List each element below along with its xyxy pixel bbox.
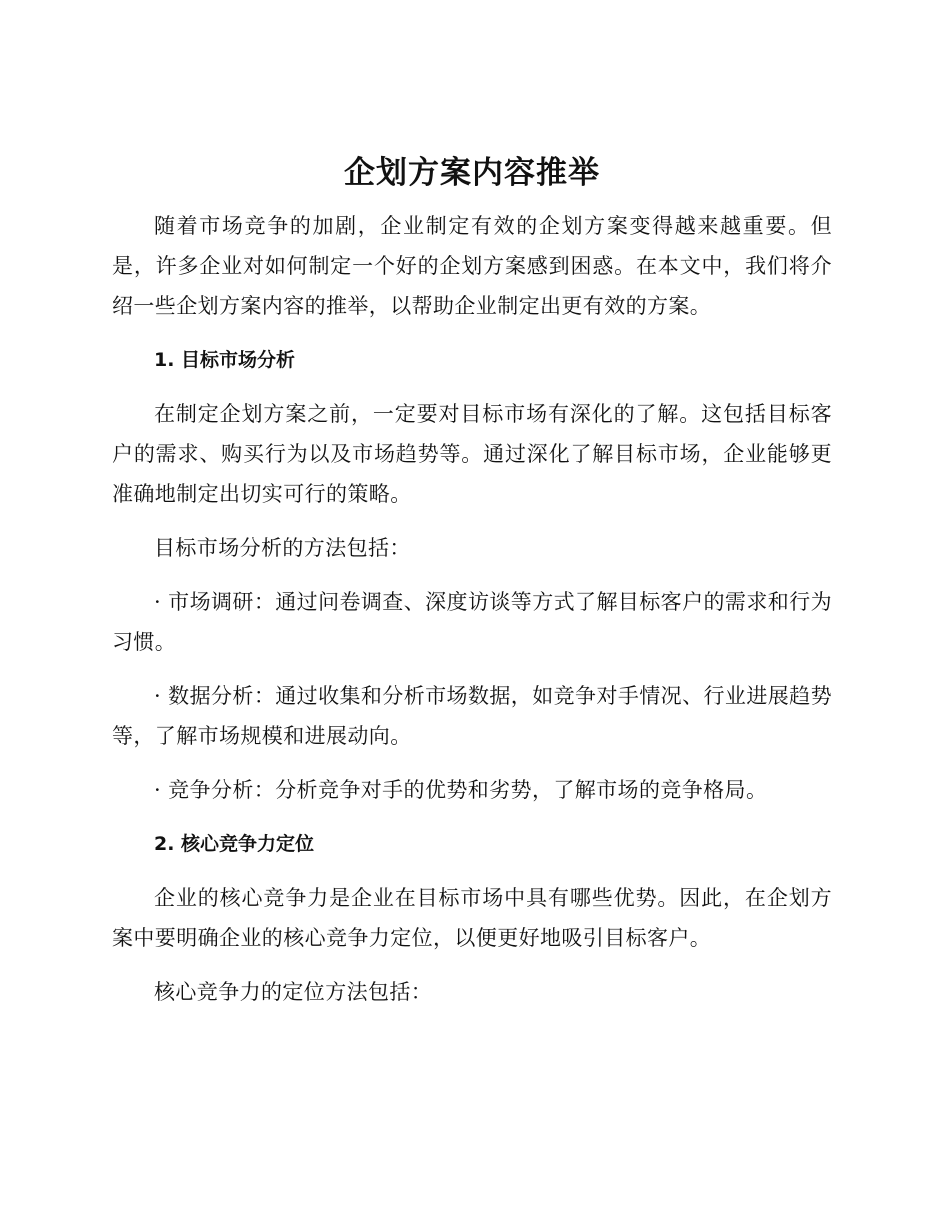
section-paragraph: 目标市场分析的方法包括：: [154, 536, 411, 560]
document-title: 企划方案内容推举: [344, 155, 600, 191]
bullet-item-competition-analysis: · 竞争分析：分析竞争对手的优势和劣势，了解市场的竞争格局。: [154, 778, 768, 802]
section-paragraph: 核心竞争力的定位方法包括：: [154, 980, 433, 1004]
intro-paragraph: 随着市场竞争的加剧，企业制定有效的企划方案变得越来越重要。但是，许多企业对如何制定一个好的企划方案感到困惑。在本文中，我们将介绍一些企划方案内容的推举，以帮助企业制定出更有效的方案。: [112, 214, 832, 318]
bullet-item-data-analysis: · 数据分析：通过收集和分析市场数据，如竞争对手情况、行业进展趋势等，了解市场规模和进展动向。: [112, 684, 832, 748]
section-paragraph: 在制定企划方案之前，一定要对目标市场有深化的了解。这包括目标客户的需求、购买行为以及市场趋势等。通过深化了解目标市场，企业能够更准确地制定出切实可行的策略。: [112, 402, 832, 506]
section-heading-target-market: 1. 目标市场分析: [154, 349, 296, 371]
bullet-item-market-research: · 市场调研：通过问卷调查、深度访谈等方式了解目标客户的需求和行为习惯。: [112, 590, 832, 654]
document-page: [112, 148, 832, 1026]
section-heading-core-competence: 2. 核心竞争力定位: [154, 833, 315, 855]
section-paragraph: 企业的核心竞争力是企业在目标市场中具有哪些优势。因此，在企划方案中要明确企业的核心竞争力定位，以便更好地吸引目标客户。: [112, 886, 832, 950]
